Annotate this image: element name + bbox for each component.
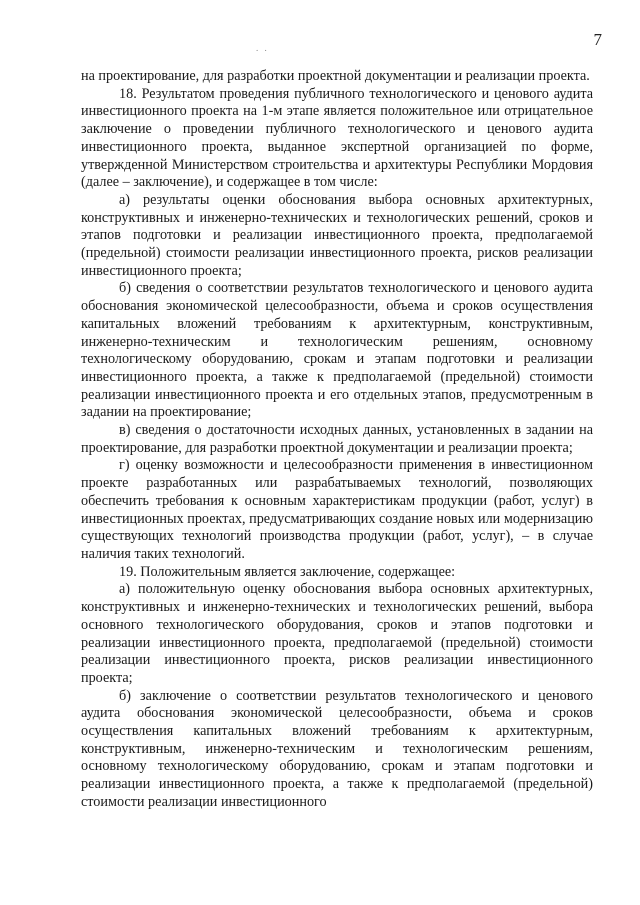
paragraph: б) сведения о соответствии результатов технологического и ценового аудита обоснования экономической целесообразности, объема и сроков осуществления капитальных вложений требованиям к архитектурным, конструктивным, инженерно-техническим и технологическим решениям, основному технологическому оборудованию, срокам и этапам подготовки и реализации инвестиционного проекта, а также к предполагаемой (предельной) стоимости реализации инвестиционного проекта и его отдельных этапов, предусмотренным в задании на проектирование;: [81, 280, 593, 421]
paragraph: а) результаты оценки обоснования выбора основных архитектурных, конструктивных и инженерно-технических и технологических решений, сроков и этапов подготовки и реализации инвестиционного проекта, предполагаемой (предельной) стоимости реализации инвестиционного проекта, рисков реализации инвестиционного проекта;: [81, 191, 593, 279]
scan-marks: . .: [256, 43, 269, 53]
paragraph: 19. Положительным является заключение, содержащее:: [119, 563, 456, 580]
paragraph: на проектирование, для разработки проектной документации и реализации проекта.: [81, 68, 590, 84]
document-body: [81, 68, 593, 812]
paragraph: 18. Результатом проведения публичного технологического и ценового аудита инвестиционного проекта на 1-м этапе является положительное или отрицательное заключение о проведении публичного технологического и ценового аудита инвестиционного проекта, выданное экспертной организацией по форме, утвержденной Министерством строительства и архитектуры Республики Мордовия (далее – заключение), и содержащее в том числе:: [81, 85, 593, 191]
page-number: 7: [593, 30, 602, 49]
paragraph: б) заключение о соответствии результатов технологического и ценового аудита обоснования экономической целесообразности, объема и сроков осуществления капитальных вложений требованиям к архитектурным, конструктивным, инженерно-техническим и технологическим решениям, основному технологическому оборудованию, срокам и этапам подготовки и реализации инвестиционного проекта, а также к предполагаемой (предельной) стоимости реализации инвестиционного: [81, 687, 593, 810]
paragraph: г) оценку возможности и целесообразности применения в инвестиционном проекте разработанных или разрабатываемых технологий, позволяющих обеспечить требования к основным характеристикам продукции (работ, услуг) в инвестиционных проектах, предусматривающих создание новых или модернизацию существующих технологий производства продукции (работ, услуг), – в случае наличия таких технологий.: [81, 457, 593, 562]
paragraph: а) положительную оценку обоснования выбора основных архитектурных, конструктивных и инженерно-технических и технологических решений, выбора основного технологического оборудования, сроков и этапов подготовки и реализации инвестиционного проекта, предполагаемой (предельной) стоимости реализации инвестиционного проекта, рисков реализации инвестиционного проекта;: [81, 581, 593, 686]
paragraph: в) сведения о достаточности исходных данных, установленных в задании на проектирование, для разработки проектной документации и реализации проекта;: [81, 422, 593, 456]
